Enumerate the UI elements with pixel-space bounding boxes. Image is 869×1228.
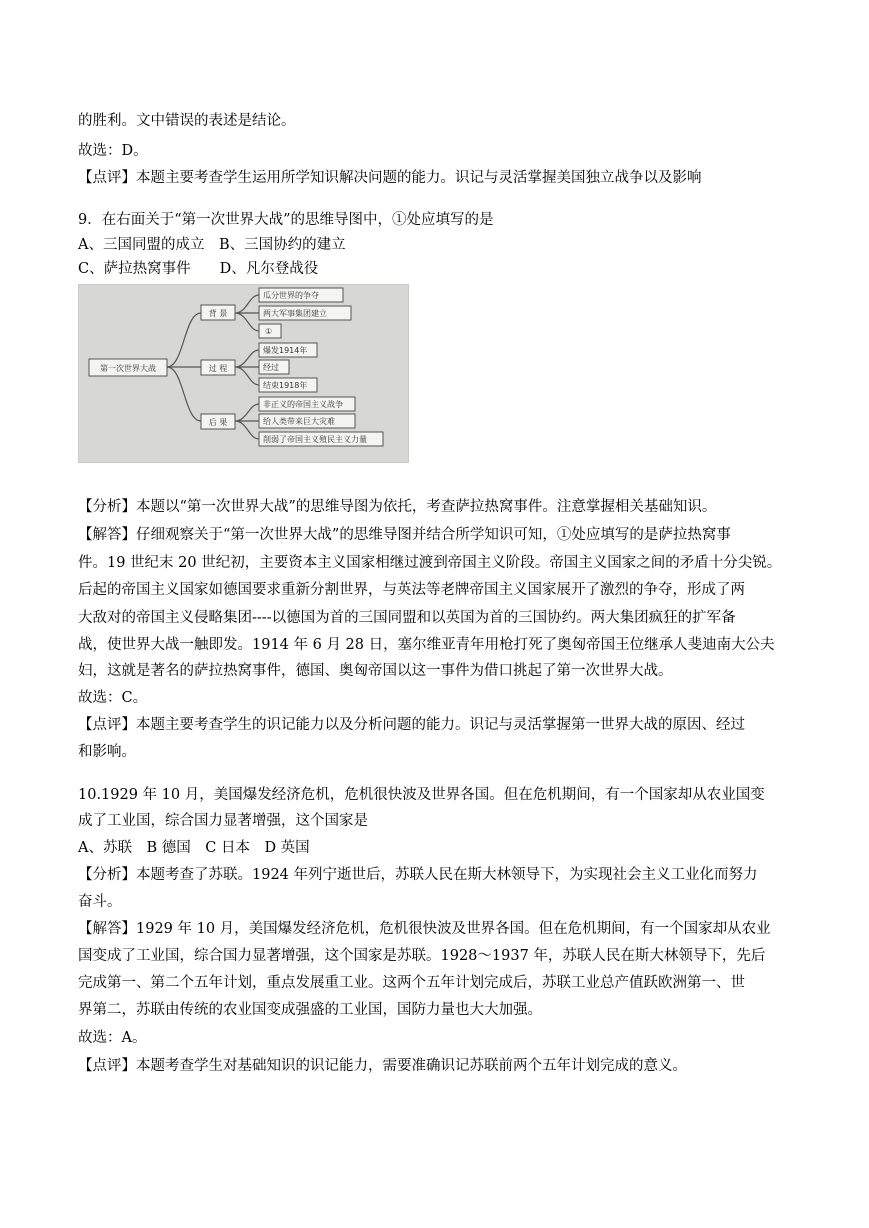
mindmap-leaf-label: 给人类带来巨大灾难 [263, 417, 335, 426]
comment-line: 【点评】本题考查学生对基础知识的识记能力，需要准确识记苏联前两个五年计划完成的意义。 [78, 1058, 687, 1074]
mindmap-leaf-label: 削弱了帝国主义殖民主义力量 [263, 435, 367, 444]
choice-line: 故选：C。 [78, 690, 148, 706]
question-10-stem: 10.1929 年 10 月，美国爆发经济危机，危机很快波及世界各国。但在危机期间，有一个国家却从农业国变 [78, 787, 765, 803]
analysis-line: 【分析】本题以“第一次世界大战”的思维导图为依托，考查萨拉热窝事件。注意掌握相关基础知识。 [78, 499, 717, 515]
connector [235, 350, 259, 385]
mindmap-leaf-label: ① [265, 327, 273, 336]
connector [167, 313, 201, 367]
comment-line: 【点评】本题主要考查学生的识记能力以及分析问题的能力。识记与灵活掌握第一世界大战的原因、经过 [78, 717, 745, 733]
question-10-options: A、苏联 B 德国 C 日本 D 英国 [78, 840, 310, 856]
choice-line: 故选：A。 [78, 1030, 147, 1046]
mindmap-root-label: 第一次世界大战 [100, 364, 156, 373]
question-9-options-cd: C、萨拉热窝事件 D、凡尔登战役 [78, 261, 319, 277]
mindmap-branch-label: 过 程 [208, 364, 228, 373]
question-9-stem: 9．在右面关于“第一次世界大战”的思维导图中，①处应填写的是 [78, 212, 494, 228]
answer-line: 战，使世界大战一触即发。1914 年 6 月 28 日，塞尔维亚青年用枪打死了奥匈帝国王位继承人斐迪南大公夫 [78, 637, 775, 653]
mindmap-leaf-label: 两大军事集团建立 [263, 309, 327, 318]
text-line: 故选：D。 [78, 143, 148, 159]
comment-line: 和影响。 [78, 744, 136, 760]
mindmap-leaf-label: 结束1918年 [263, 381, 308, 390]
answer-line: 大敌对的帝国主义侵略集团----以德国为首的三国同盟和以英国为首的三国协约。两大集团疯狂的扩军备 [78, 610, 736, 626]
answer-line: 件。19 世纪末 20 世纪初，主要资本主义国家相继过渡到帝国主义阶段。帝国主义国家之间的矛盾十分尖锐。 [78, 555, 782, 571]
text-line: 的胜利。文中错误的表述是结论。 [78, 113, 296, 129]
answer-line: 妇，这就是著名的萨拉热窝事件，德国、奥匈帝国以这一事件为借口挑起了第一次世界大战。 [78, 663, 673, 679]
analysis-line: 【分析】本题考查了苏联。1924 年列宁逝世后，苏联人民在斯大林领导下，为实现社会主义工业化而努力 [78, 867, 758, 883]
connector [235, 404, 259, 439]
answer-line: 完成第一、第二个五年计划，重点发展重工业。这两个五年计划完成后，苏联工业总产值跃欧洲第一、世 [78, 975, 745, 991]
answer-line: 界第二，苏联由传统的农业国变成强盛的工业国，国防力量也大大加强。 [78, 1002, 542, 1018]
analysis-line: 奋斗。 [78, 894, 122, 910]
mindmap-leaf-label: 经过 [263, 363, 279, 372]
mindmap-leaf-label: 爆发1914年 [263, 346, 308, 355]
mindmap-leaf-label: 非正义的帝国主义战争 [263, 400, 343, 409]
mindmap-figure [78, 284, 409, 463]
answer-line: 国变成了工业国，综合国力显著增强，这个国家是苏联。1928～1937 年，苏联人民在斯大林领导下，先后 [78, 948, 766, 964]
question-9-options-ab: A、三国同盟的成立 B、三国协约的建立 [78, 237, 346, 253]
connector [235, 295, 259, 331]
answer-line: 【解答】1929 年 10 月，美国爆发经济危机，危机很快波及世界各国。但在危机期间，有一个国家却从农业 [78, 921, 771, 937]
comment-line: 【点评】本题主要考查学生运用所学知识解决问题的能力。识记与灵活掌握美国独立战争以及影响 [78, 170, 702, 186]
mindmap-branch-label: 背 景 [208, 309, 228, 318]
answer-line: 后起的帝国主义国家如德国要求重新分割世界，与英法等老牌帝国主义国家展开了激烈的争夺，形成了两 [78, 582, 745, 598]
connector [167, 367, 201, 421]
question-10-stem: 成了工业国，综合国力显著增强，这个国家是 [78, 813, 368, 829]
mindmap-leaf-label: 瓜分世界的争夺 [263, 291, 319, 300]
mindmap-branch-label: 后 果 [208, 418, 228, 427]
answer-line: 【解答】仔细观察关于“第一次世界大战”的思维导图并结合所学知识可知，①处应填写的是萨拉热窝事 [78, 527, 731, 543]
